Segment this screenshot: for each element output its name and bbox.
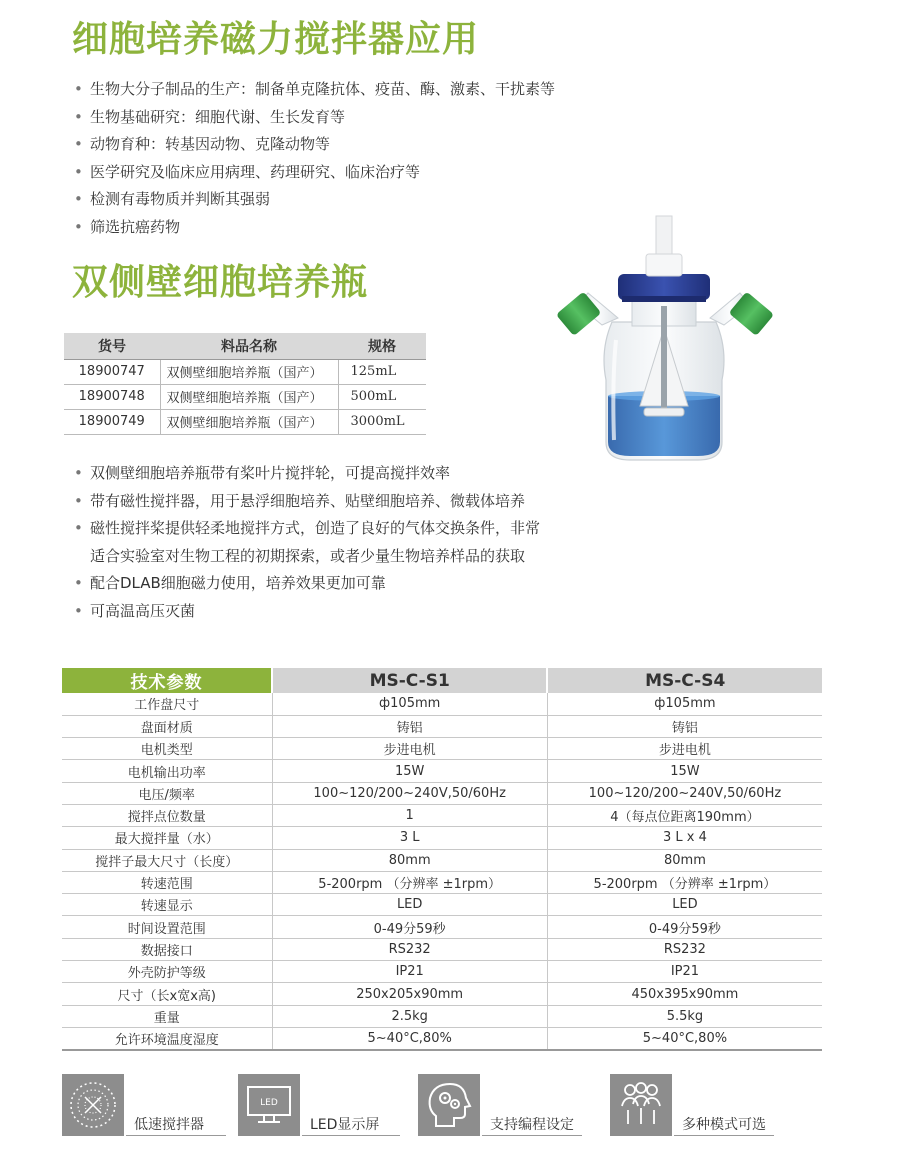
table-row	[64, 409, 426, 434]
spec-value-s4: 450x395x90mm	[547, 983, 822, 1005]
spec-value-s1: RS232	[272, 938, 547, 960]
feature-underline	[482, 1135, 582, 1136]
spec-param: 数据接口	[62, 938, 272, 960]
item-name: 双侧壁细胞培养瓶（国产）	[160, 359, 338, 384]
spec-value-s4: LED	[547, 894, 822, 916]
feature-label: 低速搅拌器	[134, 1117, 204, 1133]
spec-param: 电机输出功率	[62, 760, 272, 782]
spec-row	[62, 804, 822, 826]
table-row	[64, 359, 426, 384]
list-item-continued: 适合实验室对生物工程的初期探索，或者少量生物培养样品的获取	[90, 546, 526, 565]
list-item: • 生物基础研究：细胞代谢、生长发育等	[72, 104, 555, 132]
spec-value-s4: 步进电机	[547, 738, 822, 760]
list-item: • 筛选抗癌药物	[72, 214, 555, 242]
table-header-row	[64, 333, 426, 359]
feature-underline	[674, 1135, 774, 1136]
spec-row	[62, 961, 822, 983]
item-spec: 500mL	[338, 384, 426, 409]
column-header: 货号	[64, 333, 160, 359]
spec-row	[62, 1027, 822, 1049]
spec-value-s4: 4（每点位距离190mm）	[547, 804, 822, 826]
list-item: • 可高温高压灭菌	[72, 598, 540, 626]
spec-header-param: 技术参数	[62, 668, 272, 693]
spec-value-s4: 0-49分59秒	[547, 916, 822, 938]
list-item: • 检测有毒物质并判断其强弱	[72, 186, 555, 214]
led-icon-text: LED	[260, 1098, 278, 1108]
spec-param: 转速显示	[62, 894, 272, 916]
spec-value-s4: IP21	[547, 961, 822, 983]
item-number: 18900747	[64, 359, 160, 384]
spec-row	[62, 693, 822, 715]
spec-row	[62, 871, 822, 893]
item-spec: 125mL	[338, 359, 426, 384]
list-item: • 磁性搅拌桨提供轻柔地搅拌方式，创造了良好的气体交换条件，非常	[72, 515, 540, 543]
spec-row	[62, 938, 822, 960]
spec-param: 重量	[62, 1005, 272, 1027]
spec-value-s1: 80mm	[272, 849, 547, 871]
led-display-icon	[238, 1074, 300, 1136]
feature-label: 多种模式可选	[682, 1117, 766, 1133]
spec-param: 盘面材质	[62, 715, 272, 737]
spec-value-s1: 铸铝	[272, 715, 547, 737]
spec-row	[62, 827, 822, 849]
list-item: • 带有磁性搅拌器，用于悬浮细胞培养、贴壁细胞培养、微载体培养	[72, 488, 540, 516]
spec-row	[62, 715, 822, 737]
spec-row	[62, 983, 822, 1005]
spec-value-s1: 1	[272, 804, 547, 826]
programming-head-icon	[418, 1074, 480, 1136]
column-header: 料品名称	[160, 333, 338, 359]
applications-list	[72, 76, 555, 241]
spec-param: 转速范围	[62, 871, 272, 893]
item-spec: 3000mL	[338, 409, 426, 434]
spec-value-s4: 5.5kg	[547, 1005, 822, 1027]
flask-section-title: 双侧壁细胞培养瓶	[72, 262, 369, 303]
item-name: 双侧壁细胞培养瓶（国产）	[160, 384, 338, 409]
list-item: • 生物大分子制品的生产：制备单克隆抗体、疫苗、酶、激素、干扰素等	[72, 76, 555, 104]
spec-value-s1: 15W	[272, 760, 547, 782]
spec-table	[62, 668, 822, 1051]
spec-value-s1: 100~120/200~240V,50/60Hz	[272, 782, 547, 804]
spec-row	[62, 1005, 822, 1027]
spec-param: 工作盘尺寸	[62, 693, 272, 715]
spec-value-s1: 2.5kg	[272, 1005, 547, 1027]
spec-header-model-s1: MS-C-S1	[272, 668, 547, 693]
spec-value-s4: RS232	[547, 938, 822, 960]
spec-row	[62, 916, 822, 938]
flask-features-list	[72, 460, 540, 625]
feature-underline	[126, 1135, 226, 1136]
spec-row	[62, 738, 822, 760]
feature-underline	[302, 1135, 400, 1136]
column-header: 规格	[338, 333, 426, 359]
list-item: • 医学研究及临床应用病理、药理研究、临床治疗等	[72, 159, 555, 187]
spec-value-s1: ф105mm	[272, 693, 547, 715]
spec-value-s4: 5-200rpm （分辨率 ±1rpm）	[547, 871, 822, 893]
item-name: 双侧壁细胞培养瓶（国产）	[160, 409, 338, 434]
spec-header-row	[62, 668, 822, 693]
low-speed-stirrer-icon	[62, 1074, 124, 1136]
list-item: • 配合DLAB细胞磁力使用，培养效果更加可靠	[72, 570, 540, 598]
product-table	[64, 333, 426, 435]
spec-row	[62, 894, 822, 916]
spec-value-s1: LED	[272, 894, 547, 916]
spec-param: 尺寸（长x宽x高)	[62, 983, 272, 1005]
spec-value-s4: ф105mm	[547, 693, 822, 715]
spec-header-model-s4: MS-C-S4	[547, 668, 822, 693]
spec-param: 最大搅拌量（水）	[62, 827, 272, 849]
culture-flask-image	[540, 210, 788, 478]
spec-value-s1: 5-200rpm （分辨率 ±1rpm）	[272, 871, 547, 893]
list-item: • 动物育种：转基因动物、克隆动物等	[72, 131, 555, 159]
spec-value-s1: 5~40°C,80%	[272, 1027, 547, 1049]
feature-label: 支持编程设定	[490, 1117, 574, 1133]
spec-value-s1: 250x205x90mm	[272, 983, 547, 1005]
spec-param: 外壳防护等级	[62, 961, 272, 983]
multi-mode-people-icon	[610, 1074, 672, 1136]
spec-param: 允许环境温度湿度	[62, 1027, 272, 1049]
spec-row	[62, 782, 822, 804]
spec-param: 搅拌子最大尺寸（长度）	[62, 849, 272, 871]
spec-value-s1: 步进电机	[272, 738, 547, 760]
spec-value-s4: 5~40°C,80%	[547, 1027, 822, 1049]
item-number: 18900749	[64, 409, 160, 434]
applications-title: 细胞培养磁力搅拌器应用	[72, 19, 480, 60]
spec-row	[62, 849, 822, 871]
spec-value-s4: 铸铝	[547, 715, 822, 737]
table-row	[64, 384, 426, 409]
spec-value-s4: 3 L x 4	[547, 827, 822, 849]
spec-param: 电压/频率	[62, 782, 272, 804]
spec-row	[62, 760, 822, 782]
spec-value-s4: 100~120/200~240V,50/60Hz	[547, 782, 822, 804]
spec-value-s4: 15W	[547, 760, 822, 782]
item-number: 18900748	[64, 384, 160, 409]
feature-label: LED显示屏	[310, 1117, 380, 1133]
spec-param: 电机类型	[62, 738, 272, 760]
spec-value-s1: 0-49分59秒	[272, 916, 547, 938]
spec-value-s1: IP21	[272, 961, 547, 983]
spec-value-s4: 80mm	[547, 849, 822, 871]
spec-param: 搅拌点位数量	[62, 804, 272, 826]
spec-value-s1: 3 L	[272, 827, 547, 849]
list-item: • 双侧壁细胞培养瓶带有桨叶片搅拌轮，可提高搅拌效率	[72, 460, 540, 488]
spec-param: 时间设置范围	[62, 916, 272, 938]
